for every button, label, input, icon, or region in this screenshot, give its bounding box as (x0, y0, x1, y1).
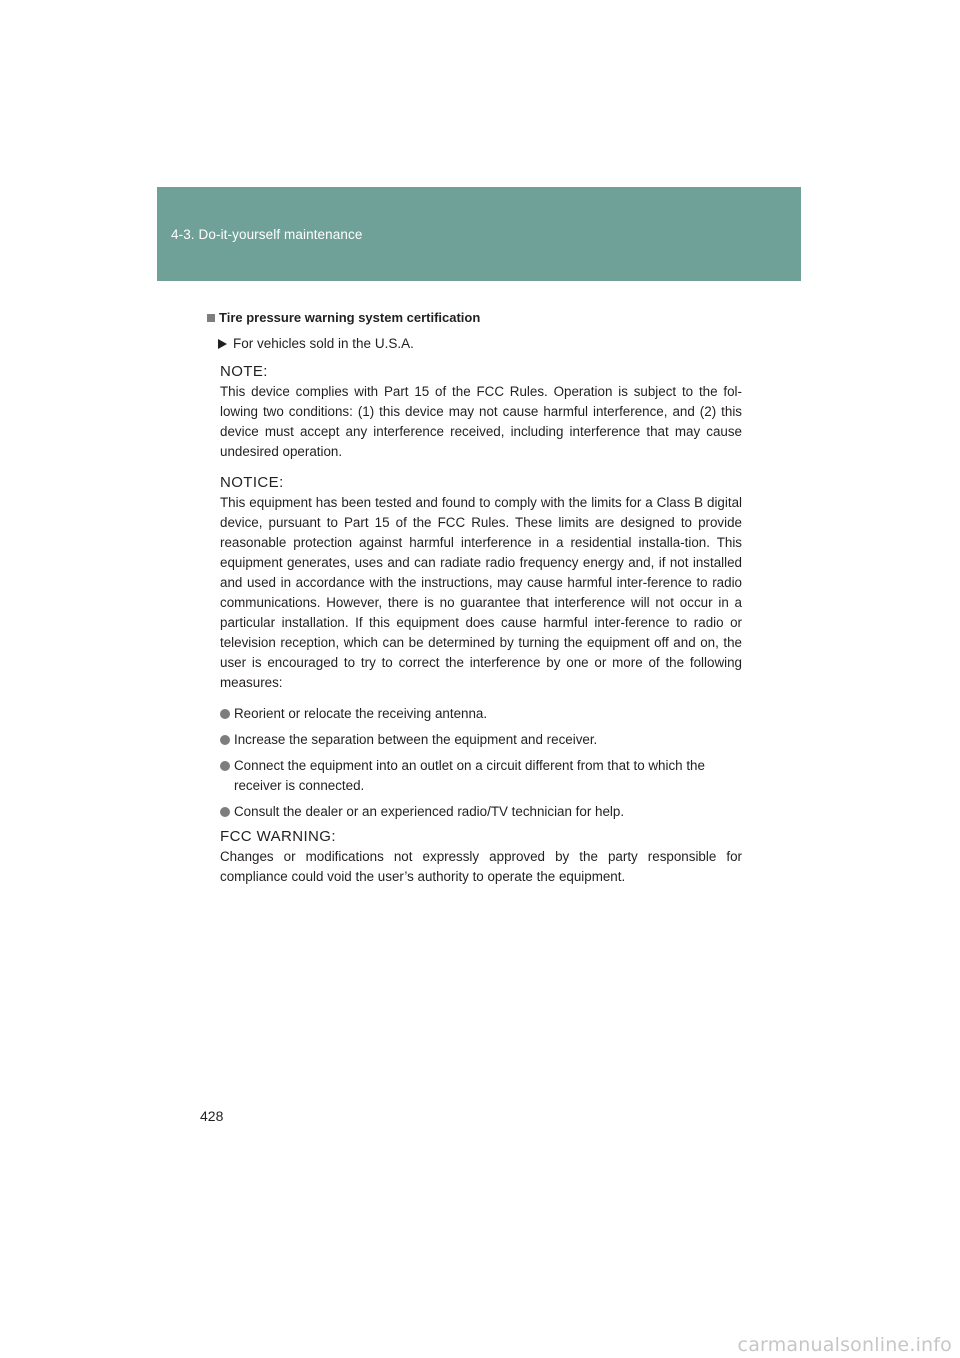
subheading-text: Tire pressure warning system certification (219, 310, 481, 325)
list-item-text: Consult the dealer or an experienced radio/TV technician for help. (234, 804, 625, 819)
circle-bullet-icon (220, 807, 230, 817)
region-line (218, 335, 735, 353)
notice-label: NOTICE: (220, 474, 284, 491)
list-item-text: Reorient or relocate the receiving antenna. (234, 706, 488, 721)
note-label: NOTE: (220, 363, 268, 380)
list-item-text: Increase the separation between the equipment and receiver. (234, 732, 598, 747)
region-text: For vehicles sold in the U.S.A. (233, 336, 414, 351)
list-item (220, 802, 742, 822)
measures-list (220, 704, 735, 822)
list-item (220, 730, 742, 750)
triangle-arrow-icon (218, 339, 227, 349)
list-item (220, 756, 742, 796)
subheading (207, 309, 735, 327)
notice-paragraph: This equipment has been tested and found to comply with the limits for a Class B digital device, pursuant to Part 15 of the FCC Rules. These limits are designed to provide reasonable protection against harmful interference in a residential installa-tion. This equipment generates, uses and can radiate radio frequency energy and, if not installed and used in accordance with the instructions, may cause harmful inter-ference to radio communications. However, there is no guarantee that interference will not occur in a particular installation. If this equipment does cause harmful inter-ference to radio or television reception, which can be determined by turning the equipment off and on, the user is encouraged to try to correct the interference by one or more of the following measures: (220, 495, 742, 690)
fcc-warning-label: FCC WARNING: (220, 828, 336, 845)
list-item-text: Connect the equipment into an outlet on a circuit different from that to which the receiver is connected. (234, 758, 705, 793)
circle-bullet-icon (220, 709, 230, 719)
square-bullet-icon (207, 314, 215, 322)
page-content (207, 309, 742, 887)
section-title: 4-3. Do-it-yourself maintenance (171, 227, 363, 242)
circle-bullet-icon (220, 735, 230, 745)
page-number: 428 (200, 1108, 224, 1124)
watermark: carmanualsonline.info (737, 1334, 952, 1356)
note-paragraph: This device complies with Part 15 of the FCC Rules. Operation is subject to the fol-lowing two conditions: (1) this device may not cause harmful interference, and (2) this device must accept any interference received, including interference that may cause undesired operation. (220, 384, 742, 459)
fcc-warning-paragraph: Changes or modifications not expressly approved by the party responsible for compliance could void the user’s authority to operate the equipment. (220, 849, 742, 884)
circle-bullet-icon (220, 761, 230, 771)
list-item (220, 704, 742, 724)
